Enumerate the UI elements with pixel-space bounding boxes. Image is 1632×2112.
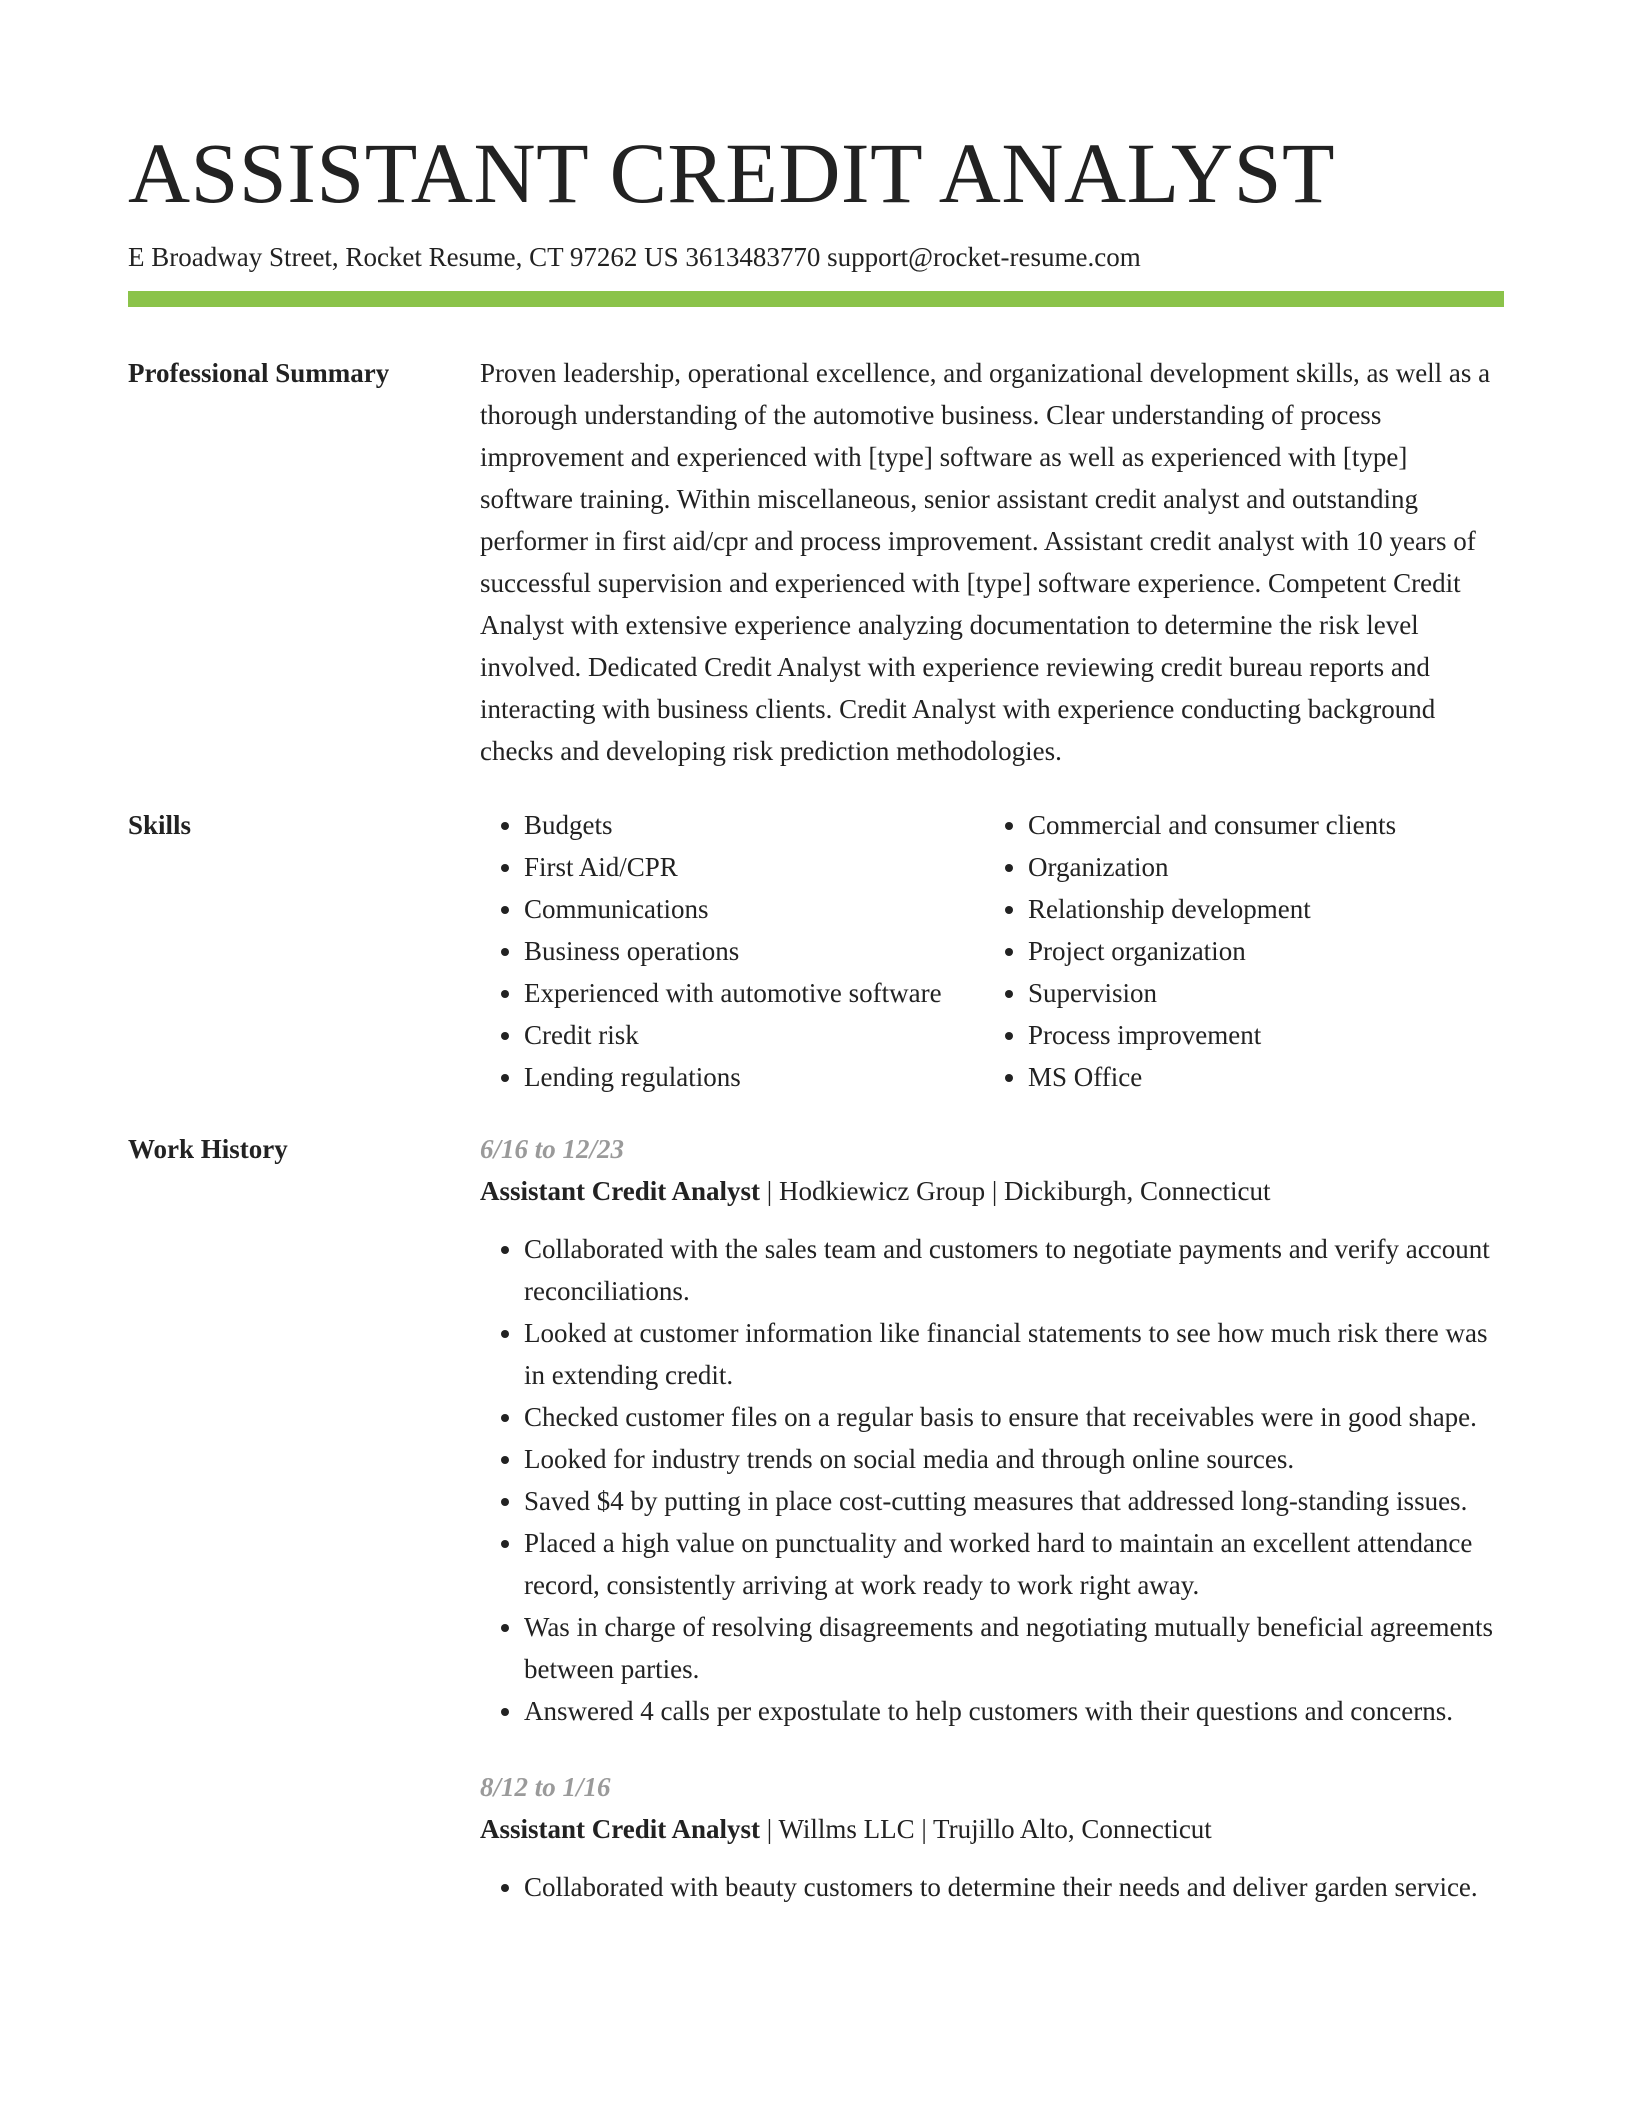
duty-item: • Collaborated with beauty customers to determine their needs and deliver garden service. [524, 1866, 1504, 1908]
section-title-summary: Professional Summary [128, 358, 390, 388]
skill-item: • Credit risk [524, 1014, 984, 1056]
job-title: Assistant Credit Analyst [480, 1814, 761, 1844]
skill-item: • Supervision [1028, 972, 1396, 1014]
duty-item: • Placed a high value on punctuality and worked hard to maintain an excellent attendance record, consistently arriving at work ready to work right away. [524, 1522, 1504, 1606]
duty-item: • Looked at customer information like financial statements to see how much risk there was in extending credit. [524, 1312, 1504, 1396]
section-title-skills: Skills [128, 810, 192, 840]
duty-item: • Looked for industry trends on social media and through online sources. [524, 1438, 1504, 1480]
skills-list-right [984, 804, 1396, 1098]
skill-item: • Commercial and consumer clients [1028, 804, 1396, 846]
duty-item: • Collaborated with the sales team and customers to negotiate payments and verify account reconciliations. [524, 1228, 1504, 1312]
accent-divider [128, 291, 1504, 307]
duty-item: • Saved $4 by putting in place cost-cutting measures that addressed long-standing issues. [524, 1480, 1504, 1522]
skills-list-left [480, 804, 984, 1098]
job-dates: 6/16 to 12/23 [480, 1134, 625, 1164]
skills-section [128, 804, 1504, 1098]
skill-item: • Experienced with automotive software [524, 972, 984, 1014]
summary-body [480, 352, 1504, 772]
skills-body [480, 804, 1504, 1098]
resume-name-heading: ASSISTANT CREDIT ANALYST [128, 125, 1336, 221]
duty-item: • Answered 4 calls per expostulate to help customers with their questions and concerns. [524, 1690, 1504, 1732]
job-employer-location: | Hodkiewicz Group | Dickiburgh, Connecticut [760, 1176, 1271, 1206]
job-title-line [480, 1808, 1504, 1850]
duty-item: • Was in charge of resolving disagreements and negotiating mutually beneficial agreements between parties. [524, 1606, 1504, 1690]
professional-summary-section [128, 352, 1504, 772]
section-title-work-history: Work History [128, 1134, 288, 1164]
job-dates: 8/12 to 1/16 [480, 1772, 611, 1802]
job-employer-location: | Willms LLC | Trujillo Alto, Connecticut [760, 1814, 1212, 1844]
skill-item: • Communications [524, 888, 984, 930]
skill-item: • MS Office [1028, 1056, 1396, 1098]
job-title-line [480, 1170, 1504, 1212]
job-duties-list [480, 1228, 1504, 1732]
job-title: Assistant Credit Analyst [480, 1176, 761, 1206]
work-history-section [128, 1128, 1504, 1908]
resume-page [128, 0, 1504, 1908]
contact-line: E Broadway Street, Rocket Resume, CT 97262 US 3613483770 support@rocket-resume.com [128, 242, 1141, 272]
skill-item: • Process improvement [1028, 1014, 1396, 1056]
skill-item: • Budgets [524, 804, 984, 846]
job-entry [480, 1766, 1504, 1908]
job-duties-list [480, 1866, 1504, 1908]
skill-item: • Organization [1028, 846, 1396, 888]
skill-item: • Relationship development [1028, 888, 1396, 930]
summary-text: Proven leadership, operational excellence, and organizational development skills, as well as a thorough understanding of the automotive business. Clear understanding of process improvement and experienced with [type] software as well as experienced with [type] software training. Within miscellaneous, senior assistant credit analyst and outstanding performer in first aid/cpr and process improvement. Assistant credit analyst with 10 years of successful supervision and experienced with [type] software experience. Competent Credit Analyst with extensive experience analyzing documentation to determine the risk level involved. Dedicated Credit Analyst with experience reviewing credit bureau reports and interacting with business clients. Credit Analyst with experience conducting background checks and developing risk prediction methodologies. [480, 358, 1491, 766]
work-history-body [480, 1128, 1504, 1908]
skill-item: • Lending regulations [524, 1056, 984, 1098]
skill-item: • Business operations [524, 930, 984, 972]
duty-item: • Checked customer files on a regular basis to ensure that receivables were in good shape. [524, 1396, 1504, 1438]
skill-item: • First Aid/CPR [524, 846, 984, 888]
skill-item: • Project organization [1028, 930, 1396, 972]
job-entry [480, 1128, 1504, 1732]
